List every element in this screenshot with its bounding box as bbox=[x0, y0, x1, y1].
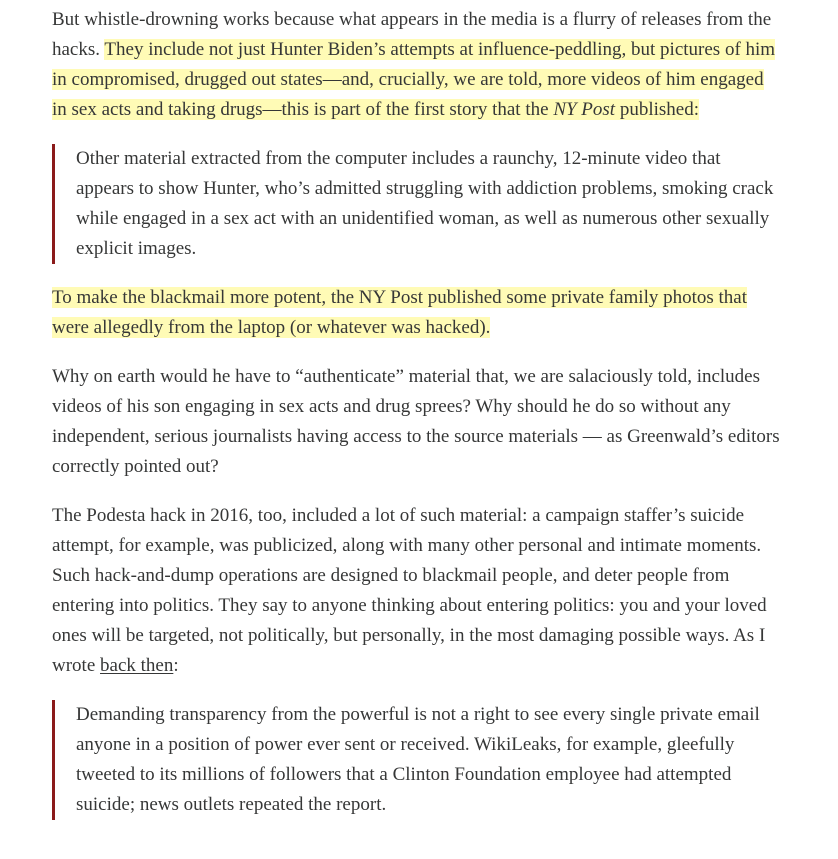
publication-name: NY Post bbox=[553, 99, 616, 120]
paragraph-whistle-drowning bbox=[52, 5, 782, 125]
highlighted-text bbox=[52, 39, 775, 120]
paragraph-authenticate: Why on earth would he have to “authenticate” material that, we are salaciously told, includes videos of his son engaging in sex acts and drug sprees? Why should he do so without any independent, serious journalists having access to the source materials — as Greenwald’s editors correctly pointed out? bbox=[52, 366, 780, 477]
back-then-link[interactable]: back then bbox=[100, 655, 174, 676]
blockquote-transparency bbox=[52, 700, 782, 820]
quote-text: Other material extracted from the computer includes a raunchy, 12-minute video that appears to show Hunter, who’s admitted struggling with addiction problems, smoking crack while engaged in a sex act with an unidentified woman, as well as numerous other sexually explicit images. bbox=[76, 148, 774, 259]
paragraph-text: The Podesta hack in 2016, too, included a lot of such material: a campaign staffer’s suicide attempt, for example, was publicized, along with many other personal and intimate moments. Such hack-and-dump operations are designed to blackmail people, and deter people from entering into politics. They say to anyone thinking about entering politics: you and your loved ones will be targeted, not politically, but personally, in the most damaging possible ways. As I wrote bbox=[52, 505, 767, 676]
quote-text: Demanding transparency from the powerful is not a right to see every single private email anyone in a position of power ever sent or received. WikiLeaks, for example, gleefully tweeted to its millions of followers that a Clinton Foundation employee had attempted suicide; news outlets repeated the report. bbox=[76, 704, 760, 815]
article-body bbox=[52, 5, 782, 820]
paragraph-podesta bbox=[52, 501, 782, 681]
paragraph-colon: : bbox=[173, 655, 179, 676]
paragraph-text: But whistle-drowning works because what appears in the media is a flurry of releases from the hacks. bbox=[52, 9, 772, 60]
blockquote-ny-post bbox=[52, 144, 782, 264]
highlighted-text: To make the blackmail more potent, the NY Post published some private family photos that were allegedly from the laptop (or whatever was hacked). bbox=[52, 287, 748, 338]
paragraph-blackmail bbox=[52, 283, 782, 343]
highlight-text-part: They include not just Hunter Biden’s attempts at influence-peddling, but pictures of him in compromised, drugged out states—and, crucially, we are told, more videos of him engaged in sex acts and taking drugs—this is part of the first story that the bbox=[52, 39, 776, 120]
highlight-text-end: published: bbox=[615, 99, 700, 120]
